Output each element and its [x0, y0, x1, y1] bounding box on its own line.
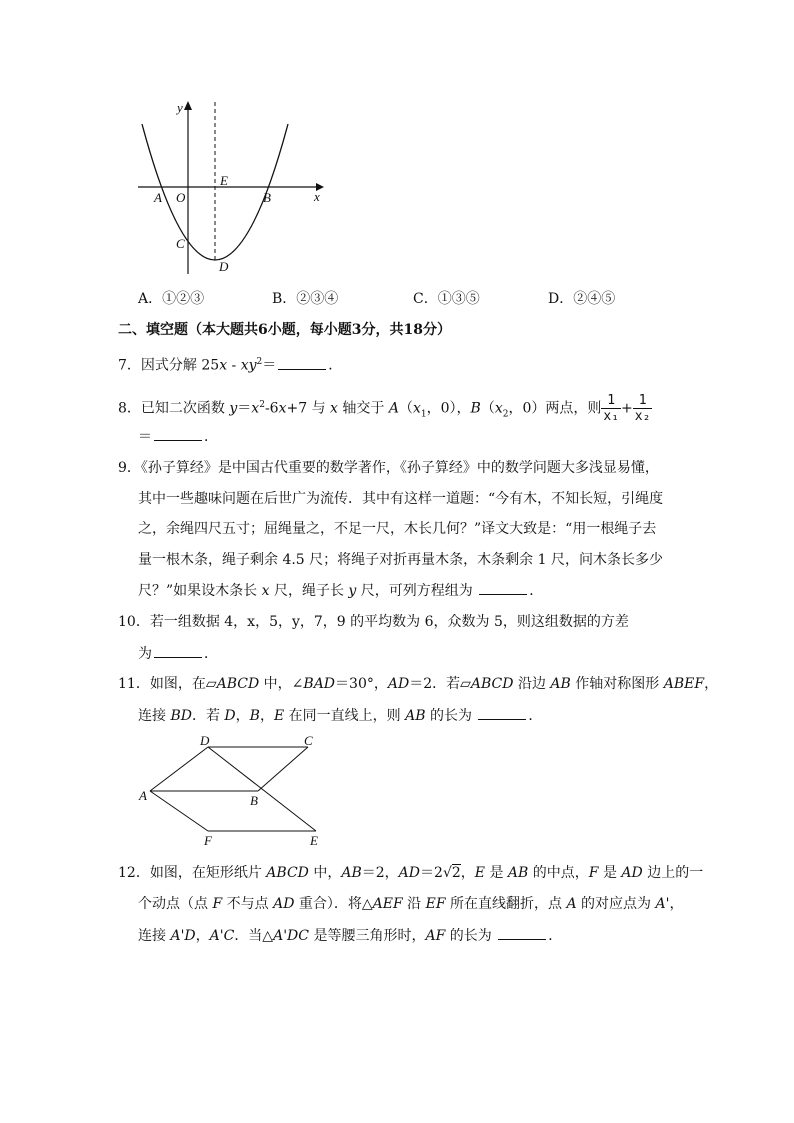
- answer-blank[interactable]: [479, 580, 527, 595]
- answer-blank[interactable]: [278, 355, 326, 370]
- label-D: D: [219, 259, 229, 274]
- answer-blank[interactable]: [498, 925, 546, 940]
- fraction-1-over-x2: $\frac{1}{\text{x₂}}$: [634, 393, 651, 425]
- parallelogram-figure: [130, 733, 335, 848]
- question-12-line1: 12．如图，在矩形纸片 ABCD 中，AB＝2，AD＝2√2，E 是 AB 的中点，F 是 AD 边上的一: [118, 865, 704, 881]
- fig-label-B: B: [250, 793, 258, 808]
- question-8-line2: ＝ ．: [138, 426, 218, 447]
- parabola-graph: [128, 96, 338, 280]
- label-y: y: [177, 100, 183, 115]
- question-12-line2: 个动点（点 F 不与点 AD 重合）．将△AEF 沿 EF 所在直线翻折，点 A 的对应点为 A'，: [138, 896, 684, 912]
- question-9-line2: 其中一些趣味问题在后世广为流传．其中有这样一道题：“今有木，不知长短，引绳度: [138, 491, 664, 507]
- fig-label-A: A: [139, 788, 147, 803]
- y-axis-arrow: [184, 101, 192, 110]
- q6-option-a: A．①②③: [138, 291, 205, 307]
- question-9-line5: 尺？”如果设木条长 x 尺，绳子长 y 尺，可列方程组为 ．: [138, 580, 543, 601]
- question-9-line4: 量一根木条，绳子剩余 4.5 尺；将绳子对折再量木条，木条剩余 1 尺，问木条长多少: [138, 552, 663, 568]
- fig-label-C: C: [304, 733, 313, 748]
- answer-blank[interactable]: [154, 426, 202, 441]
- label-O: O: [176, 190, 186, 205]
- label-A: A: [154, 190, 162, 205]
- fig-label-F: F: [204, 833, 212, 848]
- section-heading-fill-in: 二、填空题（本大题共6小题，每小题3分，共18分）: [118, 322, 451, 338]
- label-B: B: [263, 190, 271, 205]
- fig-label-E: E: [310, 833, 318, 848]
- question-11-line1: 11．如图，在▱ABCD 中，∠BAD＝30°，AD＝2．若▱ABCD 沿边 AB 作轴对称图形 ABEF，: [118, 676, 719, 692]
- question-7: 7．因式分解 $25x - xy^2=$ ．: [118, 352, 342, 376]
- label-E: E: [220, 173, 228, 188]
- question-11-line2: 连接 BD．若 D，B，E 在同一直线上，则 AB 的长为 ．: [138, 705, 542, 726]
- question-9-line1: 9．《孙子算经》是中国古代重要的数学著作，《孙子算经》中的数学问题大多浅显易懂，: [118, 460, 659, 476]
- sqrt-symbol: √2: [442, 865, 461, 881]
- q6-option-c: C．①③⑤: [413, 291, 480, 307]
- q6-option-b: B．②③④: [272, 291, 339, 307]
- label-C: C: [176, 236, 185, 251]
- question-9-line3: 之，余绳四尺五寸；屈绳量之，不足一尺，木长几何？”译文大致是：“用一根绳子去: [138, 521, 657, 537]
- fraction-1-over-x1: $\frac{1}{\text{x₁}}$: [603, 393, 620, 425]
- answer-blank[interactable]: [154, 643, 202, 658]
- question-10-line1: 10．若一组数据 4，x，5，y，7，9 的平均数为 6，众数为 5，则这组数据的方差: [118, 614, 629, 630]
- q6-option-d: D．②④⑤: [548, 291, 616, 307]
- question-12-line3: 连接 A'D，A'C．当△A'DC 是等腰三角形时，AF 的长为 ．: [138, 925, 562, 946]
- answer-blank[interactable]: [478, 705, 526, 720]
- question-10-line2: 为 ．: [138, 643, 218, 664]
- label-x: x: [314, 189, 320, 204]
- fig-label-D: D: [200, 733, 210, 748]
- question-8: 8．已知二次函数 $y=x^2-6x+7$ 与 x 轴交于 $A(x_1$，0），$B(x_2$，0）两点，则 $\frac{1}{\text{x₁}}$ + $\frac{1}{\text{x₂}}$: [118, 393, 651, 425]
